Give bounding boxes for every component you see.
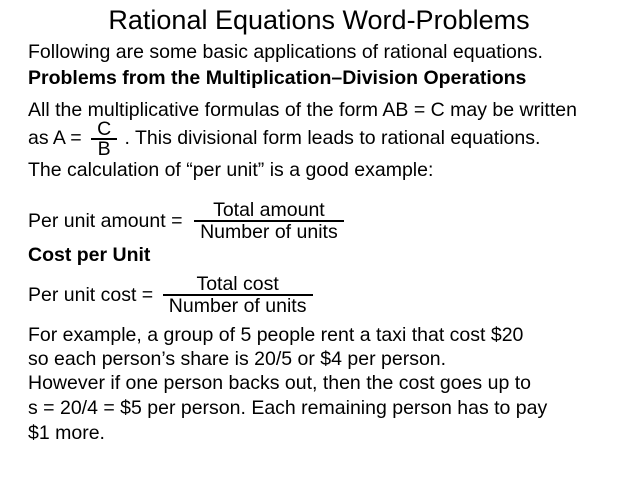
fraction-numerator: Total cost <box>163 274 313 296</box>
intro-text: Following are some basic applications of rational equations. <box>28 41 543 63</box>
example-line: so each person’s share is 20/5 or $4 per person. <box>28 348 447 370</box>
formula-fraction <box>163 274 313 316</box>
fraction-sentence-suffix: . This divisional form leads to rational equations. <box>124 127 541 150</box>
section-heading-cost-per-unit: Cost per Unit <box>28 244 151 266</box>
paragraph-line: The calculation of “per unit” is a good example: <box>28 159 434 181</box>
fraction-denominator: Number of units <box>168 295 307 317</box>
fraction-sentence <box>28 120 540 158</box>
example-line: $1 more. <box>28 422 105 444</box>
fraction-numerator: Total amount <box>194 200 344 222</box>
formula-per-unit-cost <box>28 274 313 316</box>
formula-fraction <box>194 200 344 242</box>
example-line: However if one person backs out, then the cost goes up to <box>28 372 531 394</box>
section-heading-multiplication-division: Problems from the Multiplication–Division Operations <box>28 67 527 89</box>
fraction-denominator: B <box>97 138 111 160</box>
example-line: s = 20/4 = $5 per person. Each remaining person has to pay <box>28 397 548 419</box>
example-line: For example, a group of 5 people rent a taxi that cost $20 <box>28 324 524 346</box>
paragraph-line: All the multiplicative formulas of the form AB = C may be written <box>28 99 577 121</box>
formula-per-unit-amount <box>28 200 344 242</box>
fraction-numerator: C <box>91 120 117 140</box>
fraction-denominator: Number of units <box>200 221 338 243</box>
c-over-b-fraction <box>91 120 117 158</box>
formula-label: Per unit cost = <box>28 284 154 306</box>
page-title: Rational Equations Word-Problems <box>108 5 530 35</box>
fraction-sentence-prefix: as A = <box>28 127 82 150</box>
formula-label: Per unit amount = <box>28 210 183 232</box>
